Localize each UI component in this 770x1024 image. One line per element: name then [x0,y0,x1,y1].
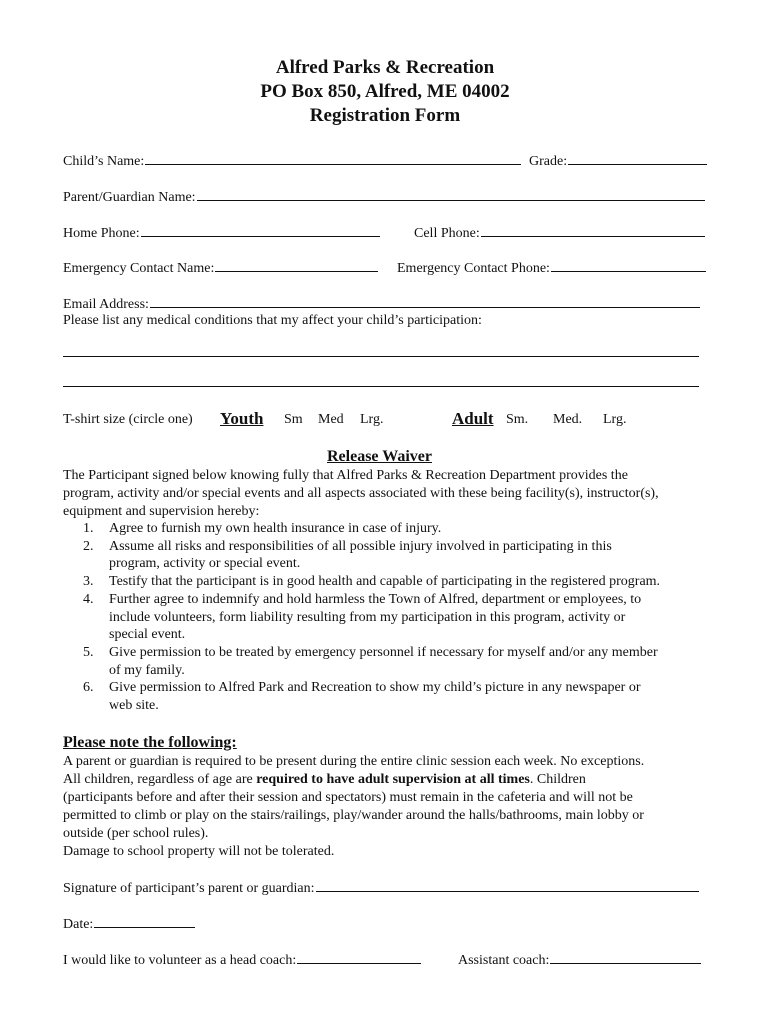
row-email [63,293,708,313]
waiver-term [63,591,713,644]
email-field[interactable] [63,293,700,313]
waiver-term-number: 2. [83,538,94,554]
please-note-heading: Please note the following: [63,734,237,751]
date-label: Date: [63,917,94,932]
tshirt-size-row [63,407,708,431]
home-phone-label: Home Phone: [63,226,140,241]
note-emphasis: required to have adult supervision at all times [256,772,530,787]
row-guardian-name [63,186,708,206]
row-signature [63,877,708,897]
adult-size-lrg[interactable]: Lrg. [603,412,627,427]
waiver-term [63,538,713,573]
waiver-term-text: program, activity or special event. [109,556,301,572]
adult-label: Adult [452,409,494,428]
waiver-term-number: 4. [83,591,94,607]
note-line-text: . Children [529,772,586,787]
grade-label: Grade: [529,154,568,169]
home-phone-blank[interactable] [141,222,380,237]
waiver-term-text: of my family. [109,662,185,678]
medical-conditions-line-1[interactable] [63,356,699,357]
waiver-term-number: 1. [83,521,94,536]
header-organization: Alfred Parks & Recreation [275,57,495,78]
note-line [63,771,711,789]
note-line: outside (per school rules). [63,826,209,841]
waiver-term-text: web site. [109,698,159,714]
waiver-term [63,644,713,679]
guardian-signature-field[interactable] [63,877,699,897]
row-child-name [63,150,708,170]
cell-phone-field[interactable] [414,222,705,242]
release-waiver-heading: Release Waiver [327,448,433,465]
guardian-name-label: Parent/Guardian Name: [63,190,196,205]
waiver-term-number: 6. [83,680,94,696]
guardian-signature-blank[interactable] [316,877,699,892]
row-volunteer [63,949,708,969]
youth-size-med[interactable]: Med [318,412,344,427]
waiver-term-text: Give permission to Alfred Park and Recreation to show my child’s picture in any newspaper or [109,680,641,696]
waiver-intro-line: The Participant signed below knowing fully that Alfred Parks & Recreation Department provides the [63,468,628,483]
adult-size-sm[interactable]: Sm. [506,412,529,427]
guardian-name-field[interactable] [63,186,705,206]
grade-field[interactable] [529,150,707,170]
header-form-title: Registration Form [309,105,461,126]
guardian-signature-label: Signature of participant’s parent or guardian: [63,881,315,896]
email-label: Email Address: [63,297,149,312]
youth-size-lrg[interactable]: Lrg. [360,412,384,427]
waiver-term [63,520,713,538]
waiver-term-text: include volunteers, form liability resulting from my participation in this program, activity or [109,609,626,625]
tshirt-size-label: T-shirt size (circle one) [63,412,193,427]
waiver-intro-line: equipment and supervision hereby: [63,504,260,519]
waiver-intro-line: program, activity and/or special events and all aspects associated with these being facility(s), instructor(s), [63,486,659,501]
assistant-coach-label: Assistant coach: [458,953,550,968]
medical-conditions-prompt: Please list any medical conditions that my affect your child’s participation: [63,313,482,328]
emergency-name-field[interactable] [63,257,378,277]
child-name-field[interactable] [63,150,521,170]
note-line-text: All children, regardless of age are [63,772,257,787]
waiver-term-number: 3. [83,574,94,590]
waiver-term-text: Assume all risks and responsibilities of all possible injury involved in participating in this [109,538,612,554]
adult-size-med[interactable]: Med. [553,412,583,427]
medical-conditions-line-2[interactable] [63,386,699,387]
head-coach-blank[interactable] [297,949,421,964]
date-field[interactable] [63,913,195,933]
home-phone-field[interactable] [63,222,380,242]
emergency-name-blank[interactable] [215,257,378,272]
waiver-term-text: Agree to furnish my own health insurance in case of injury. [109,521,442,536]
waiver-intro [63,467,711,521]
emergency-phone-label: Emergency Contact Phone: [397,261,550,276]
assistant-coach-field[interactable] [458,949,701,969]
note-line: A parent or guardian is required to be present during the entire clinic session each week. No exceptions. [63,754,645,769]
emergency-phone-blank[interactable] [551,257,706,272]
row-emergency-contact [63,257,708,277]
waiver-term-text: special event. [109,627,186,643]
child-name-label: Child’s Name: [63,154,145,169]
note-line: (participants before and after their session and spectators) must remain in the cafeteria and will not be [63,790,633,805]
header-address: PO Box 850, Alfred, ME 04002 [260,81,510,102]
row-phones [63,222,708,242]
assistant-coach-blank[interactable] [550,949,701,964]
email-blank[interactable] [150,293,700,308]
youth-label: Youth [220,409,264,428]
youth-size-sm[interactable]: Sm [284,412,303,427]
waiver-term-text: Testify that the participant is in good health and capable of participating in the registered program. [109,574,661,590]
emergency-name-label: Emergency Contact Name: [63,261,215,276]
form-header [0,56,770,128]
waiver-term [63,679,713,714]
waiver-term-text: Give permission to be treated by emergency personnel if necessary for myself and/or any member [109,644,658,660]
guardian-name-blank[interactable] [197,186,705,201]
note-line: permitted to climb or play on the stairs/railings, play/wander around the halls/bathrooms, main lobby or [63,808,644,823]
cell-phone-label: Cell Phone: [414,226,480,241]
please-note-body [63,753,711,861]
waiver-term [63,573,713,591]
child-name-blank[interactable] [145,150,521,165]
waiver-term-number: 5. [83,644,94,660]
date-blank[interactable] [94,913,195,928]
note-line: Damage to school property will not be tolerated. [63,844,335,859]
grade-blank[interactable] [568,150,707,165]
waiver-terms-list [63,520,713,715]
head-coach-field[interactable] [63,949,421,969]
head-coach-label: I would like to volunteer as a head coach: [63,953,297,968]
waiver-term-text: Further agree to indemnify and hold harmless the Town of Alfred, department or employees, to [109,591,642,607]
emergency-phone-field[interactable] [397,257,706,277]
row-date [63,913,708,933]
cell-phone-blank[interactable] [481,222,705,237]
